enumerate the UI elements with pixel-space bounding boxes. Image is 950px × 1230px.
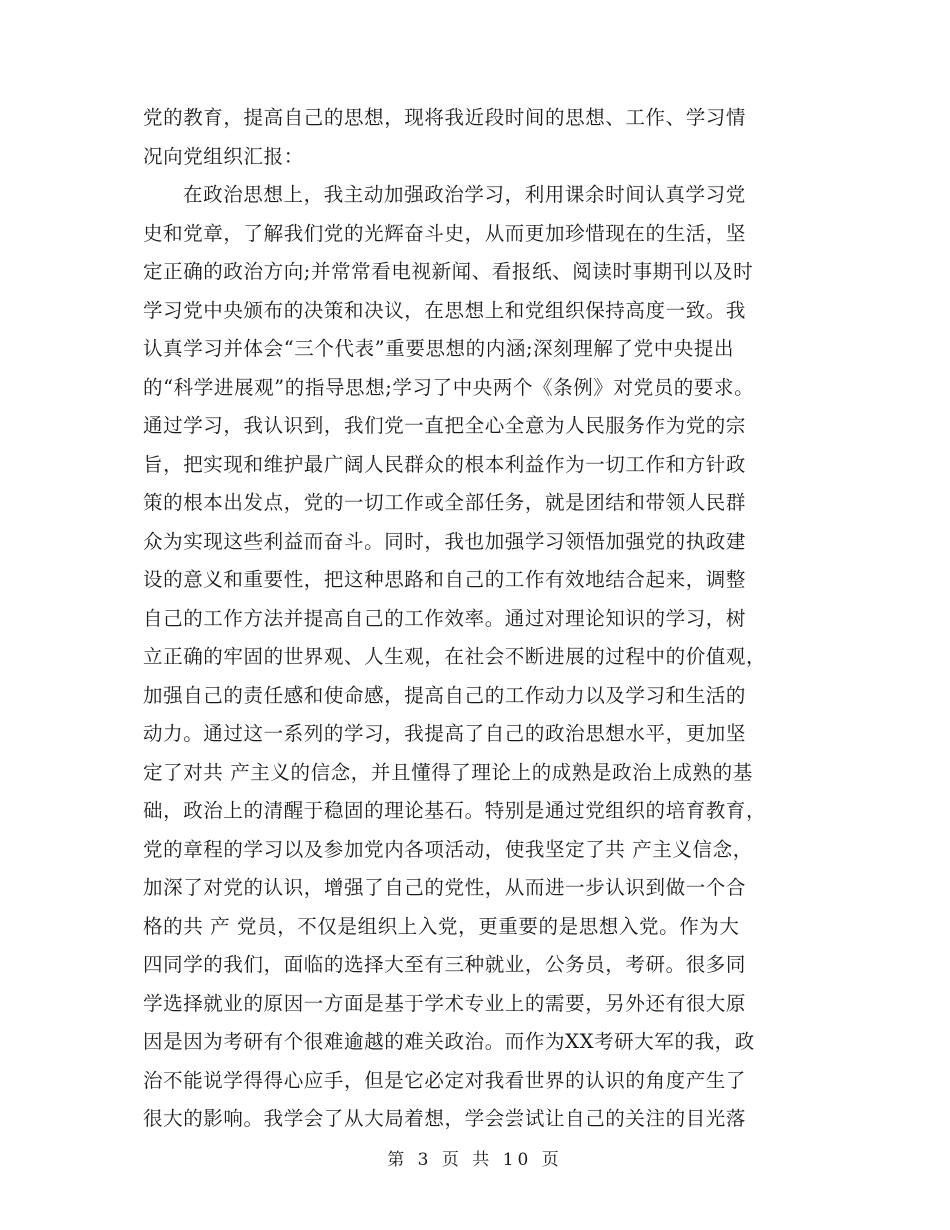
body-text: [143, 99, 823, 1139]
text-line: 党的教育，提高自己的思想，现将我近段时间的思想、工作、学习情: [143, 106, 747, 129]
text-line: 策的根本出发点，党的一切工作或全部任务，就是团结和带领人民群: [143, 491, 747, 514]
text-line: 的“科学进展观”的指导思想;学习了中央两个《条例》对党员的要求。: [143, 375, 755, 399]
text-line: 础，政治上的清醒于稳固的理论基石。特别是通过党组织的培育教育，: [143, 799, 767, 822]
text-line: 格的共 产 党员，不仅是组织上入党，更重要的是思想入党。作为大: [143, 914, 740, 938]
text-line: 认真学习并体会“三个代表”重要思想的内涵;深刻理解了党中央提出: [143, 337, 735, 360]
text-line: 治不能说学得得心应手，但是它必定对我看世界的认识的角度产生了: [143, 1068, 747, 1092]
text-line: 通过学习，我认识到，我们党一直把全心全意为人民服务作为党的宗: [143, 414, 747, 437]
text-line: 学习党中央颁布的决策和决议，在思想上和党组织保持高度一致。我: [143, 298, 747, 322]
text-line: 设的意义和重要性，把这种思路和自己的工作有效地结合起来，调整: [143, 568, 747, 591]
text-line: 四同学的我们，面临的选择大至有三种就业，公务员，考研。很多同: [143, 953, 747, 976]
page-number-footer: 第 3 页 共 10 页: [387, 1150, 563, 1170]
text-line: 加强自己的责任感和使命感，提高自己的工作动力以及学习和生活的: [143, 683, 747, 707]
text-line: 学选择就业的原因一方面是基于学术专业上的需要，另外还有很大原: [143, 991, 747, 1015]
text-line: 定了对共 产主义的信念，并且懂得了理论上的成熟是政治上成熟的基: [143, 760, 753, 784]
text-line: 旨，把实现和维护最广阔人民群众的根本利益作为一切工作和方针政: [143, 452, 747, 476]
text-line: 众为实现这些利益而奋斗。同时，我也加强学习领悟加强党的执政建: [143, 529, 747, 553]
paragraph-first-line: 在政治思想上，我主动加强政治学习，利用课余时间认真学习党: [183, 183, 746, 206]
text-line: 动力。通过这一系列的学习，我提高了自己的政治思想水平，更加坚: [143, 722, 747, 745]
text-line: 定正确的政治方向;并常常看电视新闻、看报纸、阅读时事期刊以及时: [143, 260, 754, 283]
text-line: 很大的影响。我学会了从大局着想，学会尝试让自己的关注的目光落: [143, 1107, 747, 1130]
text-line: 自己的工作方法并提高自己的工作效率。通过对理论知识的学习，树: [143, 606, 747, 630]
text-line: 史和党章，了解我们党的光辉奋斗史，从而更加珍惜现在的生活，坚: [143, 221, 747, 245]
text-line: 党的章程的学习以及参加党内各项活动，使我坚定了共 产主义信念，: [143, 837, 753, 861]
text-line: 立正确的牢固的世界观、人生观，在社会不断进展的过程中的价值观，: [143, 645, 767, 668]
text-line: 况向党组织汇报：: [143, 144, 304, 168]
text-line: 因是因为考研有个很难逾越的难关政治。而作为XX考研大军的我，政: [143, 1030, 755, 1053]
text-line: 加深了对党的认识，增强了自己的党性，从而进一步认识到做一个合: [143, 876, 747, 899]
